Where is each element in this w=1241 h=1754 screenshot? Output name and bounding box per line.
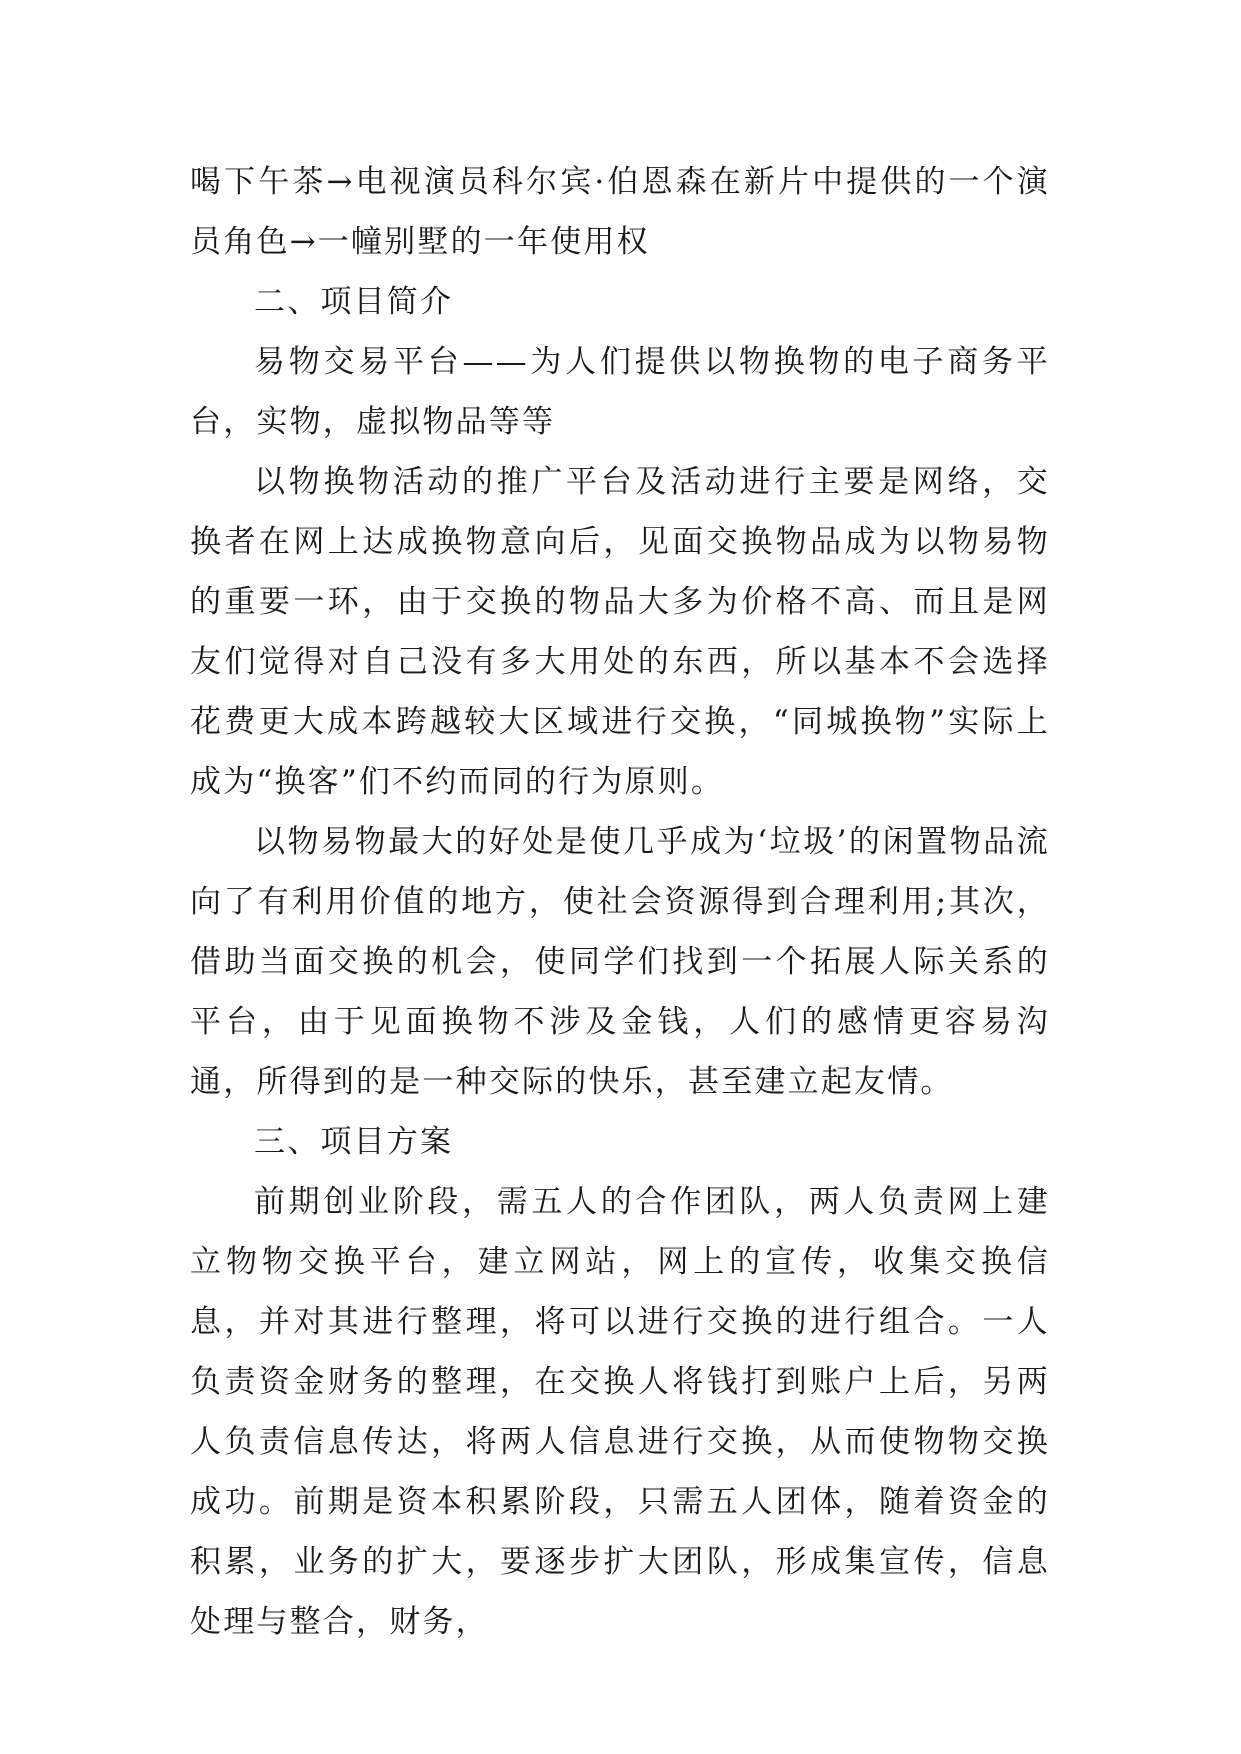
paragraph-continuation: 喝下午茶→电视演员科尔宾·伯恩森在新片中提供的一个演员角色→一幢别墅的一年使用权 xyxy=(190,164,1050,260)
paragraph-startup-phase: 前期创业阶段，需五人的合作团队，两人负责网上建立物物交换平台，建立网站，网上的宣传，收集交换信息，并对其进行整理，将可以进行交换的进行组合。一人负责资金财务的整理，在交换人将钱打到账户上后，另两人负责信息传达，将两人信息进行交换，从而使物物交换成功。前期是资本积累阶段，只需五人团体，随着资金的积累，业务的扩大，要逐步扩大团队，形成集宣传，信息处理与整合，财务， xyxy=(190,1184,1050,1640)
section-heading-project-plan: 三、项目方案 xyxy=(254,1124,454,1160)
paragraph-platform-definition: 易物交易平台——为人们提供以物换物的电子商务平台，实物，虚拟物品等等 xyxy=(190,344,1050,440)
document-body xyxy=(190,152,1050,1652)
paragraph-exchange-activity: 以物换物活动的推广平台及活动进行主要是网络，交换者在网上达成换物意向后，见面交换物品成为以物易物的重要一环，由于交换的物品大多为价格不高、而且是网友们觉得对自己没有多大用处的东西，所以基本不会选择花费更大成本跨越较大区域进行交换，“同城换物”实际上成为“换客”们不约而同的行为原则。 xyxy=(190,464,1050,800)
section-heading-project-intro: 二、项目简介 xyxy=(254,284,454,320)
paragraph-benefits: 以物易物最大的好处是使几乎成为‘垃圾’的闲置物品流向了有利用价值的地方，使社会资源得到合理利用;其次，借助当面交换的机会，使同学们找到一个拓展人际关系的平台，由于见面换物不涉及金钱，人们的感情更容易沟通，所得到的是一种交际的快乐，甚至建立起友情。 xyxy=(190,824,1050,1100)
